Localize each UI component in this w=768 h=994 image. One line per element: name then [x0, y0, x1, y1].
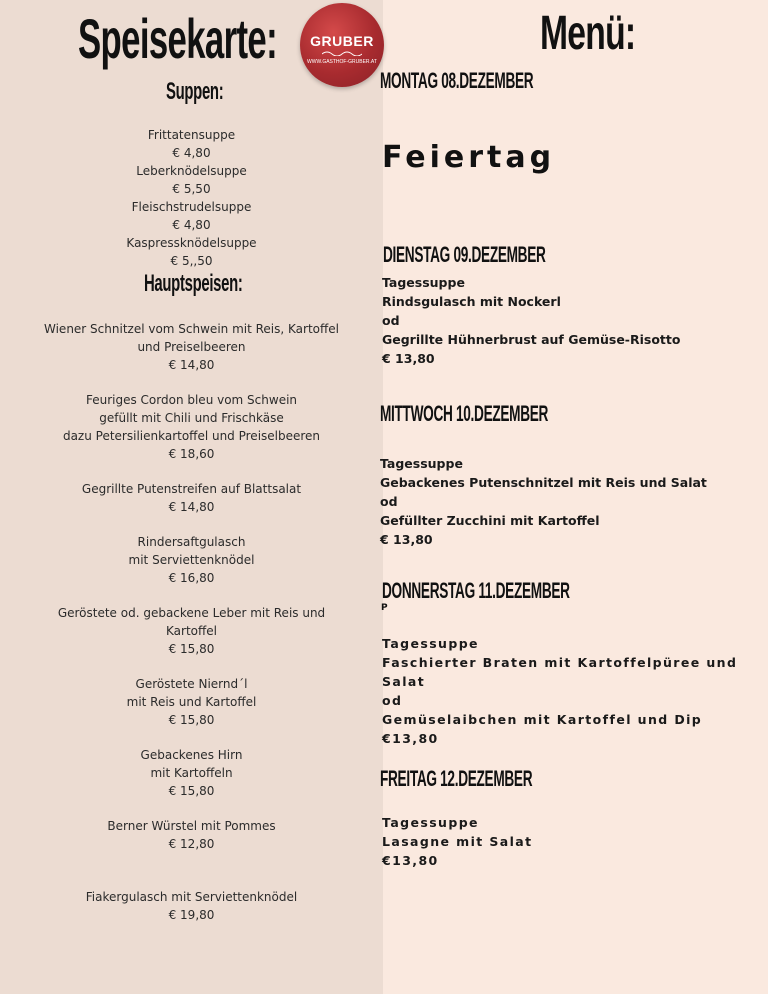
day-menu-tuesday [382, 273, 680, 368]
main-item-price: € 16,80 [168, 571, 215, 585]
main-item [0, 746, 383, 800]
day-heading-friday: FREITAG 12.DEZEMBER [380, 766, 533, 791]
menu-line: Tagessuppe [380, 456, 463, 471]
menu-line: Tagessuppe [382, 636, 479, 651]
main-item-line: mit Kartoffeln [150, 766, 233, 780]
logo-wave-icon [322, 50, 362, 56]
day-menu-wednesday [380, 454, 707, 549]
soup-price: € 4,80 [172, 146, 211, 160]
menu-line: Gegrillte Hühnerbrust auf Gemüse-Risotto [382, 332, 681, 347]
main-item [0, 391, 383, 463]
main-item-line: und Preiselbeeren [137, 340, 246, 354]
main-item-line: Feuriges Cordon bleu vom Schwein [85, 393, 298, 407]
main-item-line: dazu Petersilienkartoffel und Preiselbeeren [62, 429, 321, 443]
main-item [0, 675, 383, 729]
main-item [0, 533, 383, 587]
main-item-price: € 19,80 [168, 908, 215, 922]
soups-list [0, 126, 383, 270]
main-item-price: € 18,60 [168, 447, 215, 461]
day-heading-monday: MONTAG 08.DEZEMBER [380, 68, 534, 93]
main-item [0, 320, 383, 374]
main-item-line: Rindersaftgulasch [137, 535, 246, 549]
mains-heading: Hauptspeisen: [144, 270, 243, 297]
logo-url: WWW.GASTHOF-GRUBER.AT [307, 59, 377, 65]
menu-line: od [382, 313, 400, 328]
soup-line: Frittatensuppe [147, 128, 236, 142]
holiday-label: Feiertag [382, 140, 556, 175]
main-item [0, 817, 383, 853]
main-item-line: Geröstete Niernd´l [135, 677, 248, 691]
main-item-price: € 12,80 [168, 837, 215, 851]
menu-line: od [382, 693, 403, 708]
menu-price: € 13,80 [382, 351, 435, 366]
menu-price: €13,80 [382, 731, 439, 746]
day-menu-thursday [382, 634, 737, 748]
main-item-line: mit Reis und Kartoffel [126, 695, 257, 709]
soup-price: € 4,80 [172, 218, 211, 232]
menu-line: Lasagne mit Salat [382, 834, 533, 849]
main-item-price: € 14,80 [168, 358, 215, 372]
main-item-price: € 15,80 [168, 713, 215, 727]
soup-price: € 5,50 [172, 182, 211, 196]
main-item-price: € 15,80 [168, 642, 215, 656]
stray-note: P [381, 603, 388, 613]
main-item-line: Fiakergulasch mit Serviettenknödel [85, 890, 298, 904]
soup-line: Fleischstrudelsuppe [131, 200, 252, 214]
main-item-line: Gebackenes Hirn [140, 748, 243, 762]
menu-price: € 13,80 [380, 532, 433, 547]
menu-title: Menü: [540, 7, 636, 60]
menu-line: Gebackenes Putenschnitzel mit Reis und Salat [380, 475, 707, 490]
main-item-line: Gegrillte Putenstreifen auf Blattsalat [81, 482, 302, 496]
menu-line: Gemüselaibchen mit Kartoffel und Dip [382, 712, 703, 727]
main-item-line: mit Serviettenknödel [128, 553, 255, 567]
main-item-line: Wiener Schnitzel vom Schwein mit Reis, Kartoffel [44, 322, 339, 336]
soup-price: € 5,,50 [170, 254, 213, 268]
day-menu-friday [382, 813, 533, 870]
menu-line: Faschierter Braten mit Kartoffelpüree und [382, 655, 738, 670]
day-heading-wednesday: MITTWOCH 10.DEZEMBER [380, 401, 549, 426]
main-item-line: gefüllt mit Chili und Frischkäse [99, 411, 284, 425]
main-item [0, 604, 383, 658]
main-item-price: € 14,80 [168, 500, 215, 514]
main-item-line: Berner Würstel mit Pommes [107, 819, 276, 833]
day-heading-thursday: DONNERSTAG 11.DEZEMBER [382, 578, 570, 603]
soups-heading: Suppen: [166, 78, 224, 105]
main-item-price: € 15,80 [168, 784, 215, 798]
soup-line: Kaspressknödelsuppe [126, 236, 257, 250]
menu-line: Tagessuppe [382, 275, 465, 290]
main-item-line: Kartoffel [166, 624, 217, 638]
main-item-line: Geröstete od. gebackene Leber mit Reis und [57, 606, 326, 620]
day-heading-tuesday: DIENSTAG 09.DEZEMBER [383, 242, 546, 267]
speisekarte-title: Speisekarte: [78, 7, 278, 70]
menu-line: od [380, 494, 398, 509]
main-item [0, 480, 383, 516]
menu-line: Gefüllter Zucchini mit Kartoffel [380, 513, 600, 528]
menu-line: Salat [382, 674, 426, 689]
menu-line: Tagessuppe [382, 815, 479, 830]
gruber-logo [300, 3, 384, 87]
soup-line: Leberknödelsuppe [136, 164, 247, 178]
menu-line: Rindsgulasch mit Nockerl [382, 294, 561, 309]
logo-name: GRUBER [310, 33, 374, 49]
main-item [0, 888, 383, 924]
menu-price: €13,80 [382, 853, 439, 868]
